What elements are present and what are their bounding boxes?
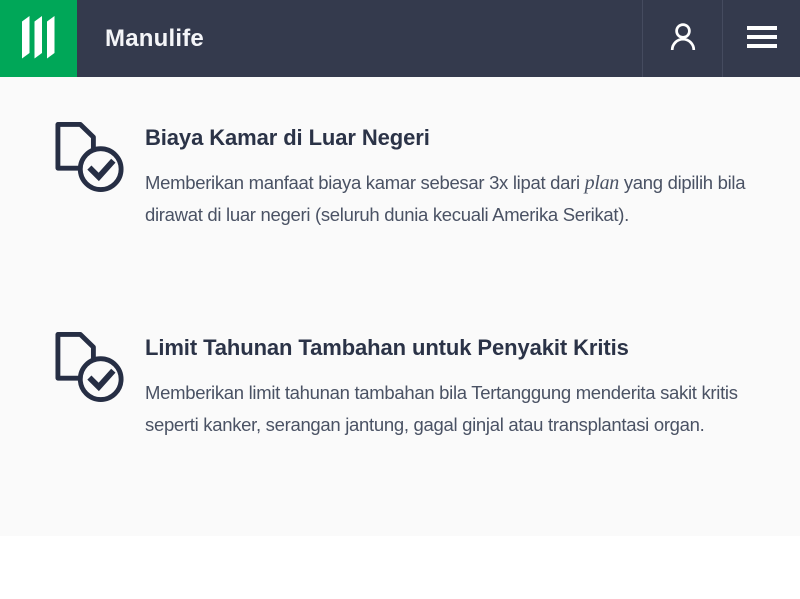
header-actions	[642, 0, 800, 77]
benefits-section	[0, 77, 800, 536]
benefit-body	[145, 331, 738, 441]
hamburger-menu-icon	[747, 26, 777, 51]
benefit-item-limit-tahunan	[55, 331, 800, 441]
description-line-1: Memberikan manfaat biaya kamar sebesar 3x lipat dari plan yang dipilih bila	[145, 172, 746, 194]
benefit-title: Biaya Kamar di Luar Negeri	[145, 125, 430, 150]
manulife-logo[interactable]	[0, 0, 77, 77]
menu-button[interactable]	[722, 0, 800, 77]
plan-term: plan	[584, 172, 619, 194]
benefit-description	[145, 167, 745, 231]
benefit-description	[145, 377, 738, 441]
description-line-1: Memberikan limit tahunan tambahan bila Tertanggung menderita sakit kritis	[145, 382, 738, 403]
description-line-2: seperti kanker, serangan jantung, gagal ginjal atau transplantasi organ.	[145, 414, 705, 435]
profile-button[interactable]	[642, 0, 722, 77]
document-check-icon	[55, 121, 125, 193]
benefit-item-biaya-kamar	[55, 121, 800, 231]
app-header	[0, 0, 800, 77]
document-check-icon	[55, 331, 125, 403]
description-line-2: dirawat di luar negeri (seluruh dunia kecuali Amerika Serikat).	[145, 204, 629, 225]
benefit-body	[145, 121, 745, 231]
benefit-title: Limit Tahunan Tambahan untuk Penyakit Kritis	[145, 335, 629, 360]
person-icon	[669, 22, 697, 55]
brand-title: Manulife	[105, 24, 204, 52]
manulife-logo-icon	[22, 16, 56, 62]
